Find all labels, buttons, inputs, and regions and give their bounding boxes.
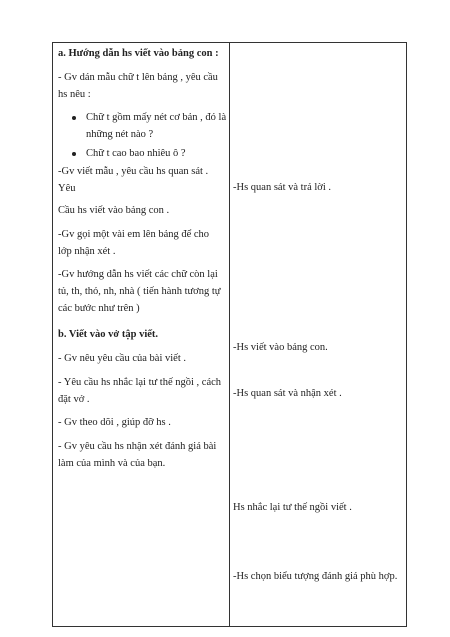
activity-a1-line1: - Gv dán mẫu chữ t lên bảng , yêu cầu bbox=[58, 72, 218, 83]
bullet1-line2: những nét nào ? bbox=[86, 129, 154, 140]
bullet2-line: Chữ t cao bao nhiêu ô ? bbox=[86, 148, 186, 159]
bullet-icon bbox=[72, 152, 76, 156]
activity-b2-line1: - Yêu cầu hs nhắc lại tư thế ngồi , cách bbox=[58, 377, 222, 388]
activity-a4-line1: -Gv gọi một vài em lên bảng để cho bbox=[58, 229, 210, 240]
section-a-title: a. Hướng dẫn hs viết vào bảng con : bbox=[58, 48, 219, 59]
student-response-2: -Hs viết vào bảng con. bbox=[233, 342, 328, 353]
bullet-icon bbox=[72, 116, 76, 120]
column-divider bbox=[229, 43, 230, 626]
activity-a2-line2: Yêu bbox=[58, 183, 76, 194]
activity-b3: - Gv theo dõi , giúp đỡ hs . bbox=[58, 417, 171, 428]
activity-b2-line2: đặt vở . bbox=[58, 394, 90, 405]
activity-a1-line2: hs nêu : bbox=[58, 89, 91, 100]
section-b-title: b. Viết vào vở tập viết. bbox=[58, 329, 159, 340]
activity-b4-line2: làm của mình và của bạn. bbox=[58, 458, 166, 469]
student-response-3: -Hs quan sát và nhận xét . bbox=[233, 388, 342, 399]
student-response-5: -Hs chọn biểu tượng đánh giá phù hợp. bbox=[233, 571, 398, 582]
activity-a5-line1: -Gv hướng dẫn hs viết các chữ còn lại bbox=[58, 269, 218, 280]
activity-a5-line3: các bước như trên ) bbox=[58, 303, 140, 314]
bullet1-line1: Chữ t gồm mấy nét cơ bản , đó là bbox=[86, 112, 227, 123]
lesson-table bbox=[52, 42, 407, 627]
activity-b4-line1: - Gv yêu cầu hs nhận xét đánh giá bài bbox=[58, 441, 217, 452]
activity-a4-line2: lớp nhận xét . bbox=[58, 246, 116, 257]
student-response-1: -Hs quan sát và trả lời . bbox=[233, 182, 331, 193]
activity-a3: Cầu hs viết vào bảng con . bbox=[58, 205, 170, 216]
activity-a2-line1: -Gv viết mẫu , yêu cầu hs quan sát . bbox=[58, 166, 209, 177]
student-response-4: Hs nhắc lại tư thế ngồi viết . bbox=[233, 502, 352, 513]
activity-a5-line2: tủ, th, thỏ, nh, nhà ( tiến hành tương tự bbox=[58, 286, 221, 297]
activity-b1: - Gv nêu yêu cầu của bài viết . bbox=[58, 353, 186, 364]
